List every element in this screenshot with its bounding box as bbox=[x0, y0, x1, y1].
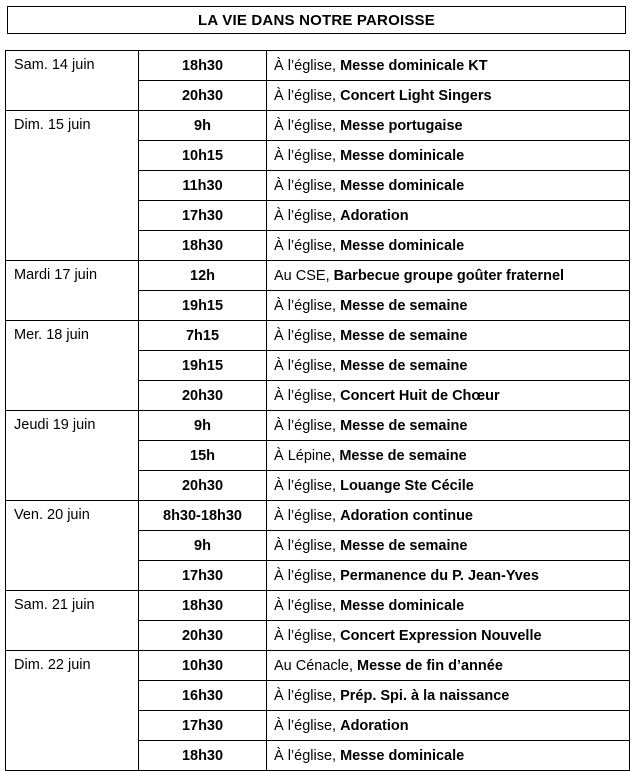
day-cell: Ven. 20 juin bbox=[6, 501, 139, 591]
event-cell bbox=[267, 171, 630, 201]
event-cell bbox=[267, 231, 630, 261]
event-place: À Lépine, bbox=[274, 447, 336, 464]
time-cell: 9h bbox=[139, 111, 267, 141]
page-title: LA VIE DANS NOTRE PAROISSE bbox=[7, 6, 626, 34]
table-row bbox=[6, 651, 630, 681]
time-cell: 18h30 bbox=[139, 51, 267, 81]
event-place: À l’église, bbox=[274, 327, 337, 344]
time-cell: 16h30 bbox=[139, 681, 267, 711]
day-cell: Dim. 15 juin bbox=[6, 111, 139, 261]
event-name: Concert Light Singers bbox=[340, 87, 492, 104]
event-name: Messe de fin d’année bbox=[357, 657, 503, 674]
event-place: À l’église, bbox=[274, 627, 337, 644]
time-cell: 20h30 bbox=[139, 471, 267, 501]
event-cell bbox=[267, 441, 630, 471]
event-cell bbox=[267, 381, 630, 411]
event-name: Adoration continue bbox=[340, 507, 474, 524]
event-name: Messe de semaine bbox=[340, 537, 468, 554]
time-cell: 18h30 bbox=[139, 231, 267, 261]
event-place: À l’église, bbox=[274, 297, 337, 314]
time-cell: 10h30 bbox=[139, 651, 267, 681]
event-name: Permanence du P. Jean-Yves bbox=[340, 567, 539, 584]
time-cell: 20h30 bbox=[139, 381, 267, 411]
event-place: À l’église, bbox=[274, 507, 337, 524]
event-place: À l’église, bbox=[274, 687, 337, 704]
day-cell: Dim. 22 juin bbox=[6, 651, 139, 771]
event-name: Louange Ste Cécile bbox=[340, 477, 474, 494]
schedule-table bbox=[5, 50, 630, 771]
day-cell: Mardi 17 juin bbox=[6, 261, 139, 321]
event-place: À l’église, bbox=[274, 357, 337, 374]
event-cell bbox=[267, 651, 630, 681]
table-row bbox=[6, 111, 630, 141]
event-name: Concert Expression Nouvelle bbox=[340, 627, 542, 644]
event-cell bbox=[267, 741, 630, 771]
table-row bbox=[6, 261, 630, 291]
event-name: Messe dominicale bbox=[340, 147, 465, 164]
event-place: À l’église, bbox=[274, 387, 337, 404]
event-name: Messe de semaine bbox=[340, 417, 468, 434]
event-name: Messe de semaine bbox=[340, 357, 468, 374]
event-place: À l’église, bbox=[274, 477, 337, 494]
time-cell: 19h15 bbox=[139, 291, 267, 321]
event-cell bbox=[267, 501, 630, 531]
time-cell: 20h30 bbox=[139, 81, 267, 111]
event-cell bbox=[267, 81, 630, 111]
event-cell bbox=[267, 621, 630, 651]
event-cell bbox=[267, 561, 630, 591]
event-cell bbox=[267, 261, 630, 291]
table-row bbox=[6, 321, 630, 351]
event-name: Messe dominicale bbox=[340, 747, 465, 764]
event-cell bbox=[267, 681, 630, 711]
event-cell bbox=[267, 411, 630, 441]
table-row bbox=[6, 411, 630, 441]
time-cell: 9h bbox=[139, 411, 267, 441]
event-cell bbox=[267, 531, 630, 561]
event-cell bbox=[267, 321, 630, 351]
event-place: Au CSE, bbox=[274, 267, 330, 284]
time-cell: 17h30 bbox=[139, 711, 267, 741]
event-name: Messe de semaine bbox=[339, 447, 467, 464]
event-cell bbox=[267, 471, 630, 501]
event-name: Prép. Spi. à la naissance bbox=[340, 687, 510, 704]
day-cell: Sam. 21 juin bbox=[6, 591, 139, 651]
event-place: À l’église, bbox=[274, 567, 337, 584]
event-cell bbox=[267, 201, 630, 231]
time-cell: 19h15 bbox=[139, 351, 267, 381]
table-row bbox=[6, 591, 630, 621]
event-place: À l’église, bbox=[274, 537, 337, 554]
event-name: Adoration bbox=[340, 207, 409, 224]
event-name: Concert Huit de Chœur bbox=[340, 387, 500, 404]
event-name: Messe de semaine bbox=[340, 297, 468, 314]
event-place: À l’église, bbox=[274, 147, 337, 164]
event-name: Messe dominicale bbox=[340, 237, 465, 254]
event-name: Barbecue groupe goûter fraternel bbox=[333, 267, 565, 284]
time-cell: 18h30 bbox=[139, 591, 267, 621]
table-row bbox=[6, 51, 630, 81]
time-cell: 12h bbox=[139, 261, 267, 291]
table-row bbox=[6, 501, 630, 531]
event-place: À l’église, bbox=[274, 417, 337, 434]
event-name: Messe portugaise bbox=[340, 117, 463, 134]
schedule-body bbox=[6, 51, 630, 771]
event-name: Messe de semaine bbox=[340, 327, 468, 344]
time-cell: 8h30-18h30 bbox=[139, 501, 267, 531]
event-place: À l’église, bbox=[274, 717, 337, 734]
event-cell bbox=[267, 51, 630, 81]
event-place: Au Cénacle, bbox=[274, 657, 353, 674]
event-place: À l’église, bbox=[274, 57, 337, 74]
event-name: Messe dominicale bbox=[340, 597, 465, 614]
event-place: À l’église, bbox=[274, 87, 337, 104]
event-place: À l’église, bbox=[274, 207, 337, 224]
time-cell: 17h30 bbox=[139, 561, 267, 591]
time-cell: 9h bbox=[139, 531, 267, 561]
event-cell bbox=[267, 141, 630, 171]
time-cell: 18h30 bbox=[139, 741, 267, 771]
event-place: À l’église, bbox=[274, 177, 337, 194]
event-place: À l’église, bbox=[274, 117, 337, 134]
time-cell: 17h30 bbox=[139, 201, 267, 231]
event-cell bbox=[267, 111, 630, 141]
time-cell: 11h30 bbox=[139, 171, 267, 201]
time-cell: 7h15 bbox=[139, 321, 267, 351]
time-cell: 15h bbox=[139, 441, 267, 471]
event-cell bbox=[267, 351, 630, 381]
event-cell bbox=[267, 291, 630, 321]
event-place: À l’église, bbox=[274, 747, 337, 764]
event-name: Messe dominicale bbox=[340, 177, 465, 194]
day-cell: Jeudi 19 juin bbox=[6, 411, 139, 501]
day-cell: Sam. 14 juin bbox=[6, 51, 139, 111]
event-cell bbox=[267, 591, 630, 621]
day-cell: Mer. 18 juin bbox=[6, 321, 139, 411]
event-name: Adoration bbox=[340, 717, 409, 734]
event-name: Messe dominicale KT bbox=[340, 57, 488, 74]
event-place: À l’église, bbox=[274, 597, 337, 614]
time-cell: 20h30 bbox=[139, 621, 267, 651]
time-cell: 10h15 bbox=[139, 141, 267, 171]
event-place: À l’église, bbox=[274, 237, 337, 254]
event-cell bbox=[267, 711, 630, 741]
